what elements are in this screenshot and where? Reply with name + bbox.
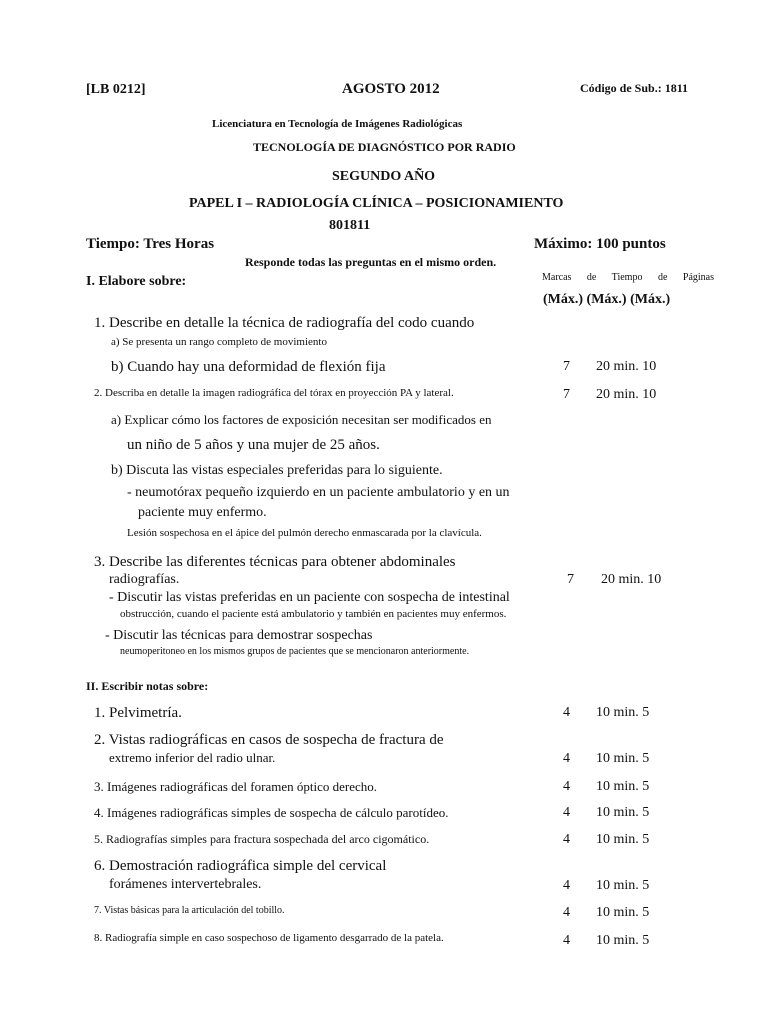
question-2: 2. Describa en detalle la imagen radiográfica del tórax en proyección PA y lateral. xyxy=(94,387,454,399)
question-2-time: 20 min. 10 xyxy=(596,387,657,402)
note-4: 4. Imágenes radiográficas simples de sospecha de cálculo parotídeo. xyxy=(94,805,449,820)
year-label: SEGUNDO AÑO xyxy=(332,169,436,184)
note-6-line2: forámenes intervertebrales. xyxy=(109,877,262,892)
question-1-a: a) Se presenta un rango completo de movimiento xyxy=(111,336,327,348)
note-5-marks: 4 xyxy=(563,832,570,847)
question-3-a-line2: obstrucción, cuando el paciente está ambulatorio y también en pacientes muy enfermos. xyxy=(120,608,507,620)
question-2-marks: 7 xyxy=(563,387,570,402)
question-2-b-line1: b) Discuta las vistas especiales preferidas para lo siguiente. xyxy=(111,463,443,478)
paper-code: 801811 xyxy=(329,218,371,233)
program-name: Licenciatura en Tecnología de Imágenes Radiológicas xyxy=(212,118,463,130)
question-1-b: b) Cuando hay una deformidad de flexión fija xyxy=(111,359,386,375)
question-3-b-line1: - Discutir las técnicas para demostrar sospechas xyxy=(105,628,373,643)
question-3-line1: 3. Describe las diferentes técnicas para obtener abdominales xyxy=(94,554,456,570)
note-5: 5. Radiografías simples para fractura sospechada del arco cigomático. xyxy=(94,832,430,846)
note-3-marks: 4 xyxy=(563,779,570,794)
time-label: Tiempo: Tres Horas xyxy=(86,236,215,252)
note-6-marks: 4 xyxy=(563,878,570,893)
subject-name: TECNOLOGÍA DE DIAGNÓSTICO POR RADIO xyxy=(253,140,516,154)
question-3-line2: radiografías. xyxy=(109,572,180,587)
question-3-marks: 7 xyxy=(567,572,574,587)
note-1-time: 10 min. 5 xyxy=(596,705,650,720)
note-4-marks: 4 xyxy=(563,805,570,820)
note-1-marks: 4 xyxy=(563,705,570,720)
question-3-a-line1: - Discutir las vistas preferidas en un paciente con sospecha de intestinal xyxy=(109,590,510,605)
paper-title: PAPEL I – RADIOLOGÍA CLÍNICA – POSICIONAMIENTO xyxy=(189,196,564,211)
note-6-time: 10 min. 5 xyxy=(596,878,650,893)
question-3-time: 20 min. 10 xyxy=(601,572,662,587)
question-1-marks: 7 xyxy=(563,359,570,374)
note-3-time: 10 min. 5 xyxy=(596,779,650,794)
exam-code: [LB 0212] xyxy=(86,82,146,97)
note-2-marks: 4 xyxy=(563,751,570,766)
note-4-time: 10 min. 5 xyxy=(596,805,650,820)
note-2-time: 10 min. 5 xyxy=(596,751,650,766)
note-2-line2: extremo inferior del radio ulnar. xyxy=(109,750,276,765)
note-8: 8. Radiografía simple en caso sospechoso de ligamento desgarrado de la patela. xyxy=(94,932,444,944)
column-header-top: Marcas de Tiempo de Páginas xyxy=(542,272,714,283)
note-6-line1: 6. Demostración radiográfica simple del cervical xyxy=(94,858,387,874)
question-2-b-line3: paciente muy enfermo. xyxy=(138,505,267,520)
section-2-title: II. Escribir notas sobre: xyxy=(86,679,209,693)
note-7-marks: 4 xyxy=(563,905,570,920)
question-3-b-line2: neumoperitoneo en los mismos grupos de pacientes que se mencionaron anteriormente. xyxy=(120,646,470,657)
question-1: 1. Describe en detalle la técnica de radiografía del codo cuando xyxy=(94,315,475,331)
section-1-title: I. Elabore sobre: xyxy=(86,274,187,289)
question-2-b-line4: Lesión sospechosa en el ápice del pulmón derecho enmascarada por la clavícula. xyxy=(127,527,482,539)
max-points: Máximo: 100 puntos xyxy=(534,236,666,252)
instruction: Responde todas las preguntas en el mismo orden. xyxy=(245,255,497,269)
exam-date: AGOSTO 2012 xyxy=(342,81,440,97)
note-2-line1: 2. Vistas radiográficas en casos de sospecha de fractura de xyxy=(94,732,444,748)
note-8-marks: 4 xyxy=(563,933,570,948)
column-header-bottom: (Máx.) (Máx.) (Máx.) xyxy=(543,292,671,307)
question-1-time: 20 min. 10 xyxy=(596,359,657,374)
subject-code: Código de Sub.: 1811 xyxy=(580,81,689,95)
note-5-time: 10 min. 5 xyxy=(596,832,650,847)
question-2-b-line2: - neumotórax pequeño izquierdo en un paciente ambulatorio y en un xyxy=(127,485,510,500)
note-3: 3. Imágenes radiográficas del foramen óptico derecho. xyxy=(94,779,377,794)
note-8-time: 10 min. 5 xyxy=(596,933,650,948)
question-2-a-line1: a) Explicar cómo los factores de exposición necesitan ser modificados en xyxy=(111,412,492,427)
question-2-a-line2: un niño de 5 años y una mujer de 25 años. xyxy=(127,437,380,453)
note-7: 7. Vistas básicas para la articulación del tobillo. xyxy=(94,905,285,916)
note-7-time: 10 min. 5 xyxy=(596,905,650,920)
note-1: 1. Pelvimetría. xyxy=(94,705,182,721)
